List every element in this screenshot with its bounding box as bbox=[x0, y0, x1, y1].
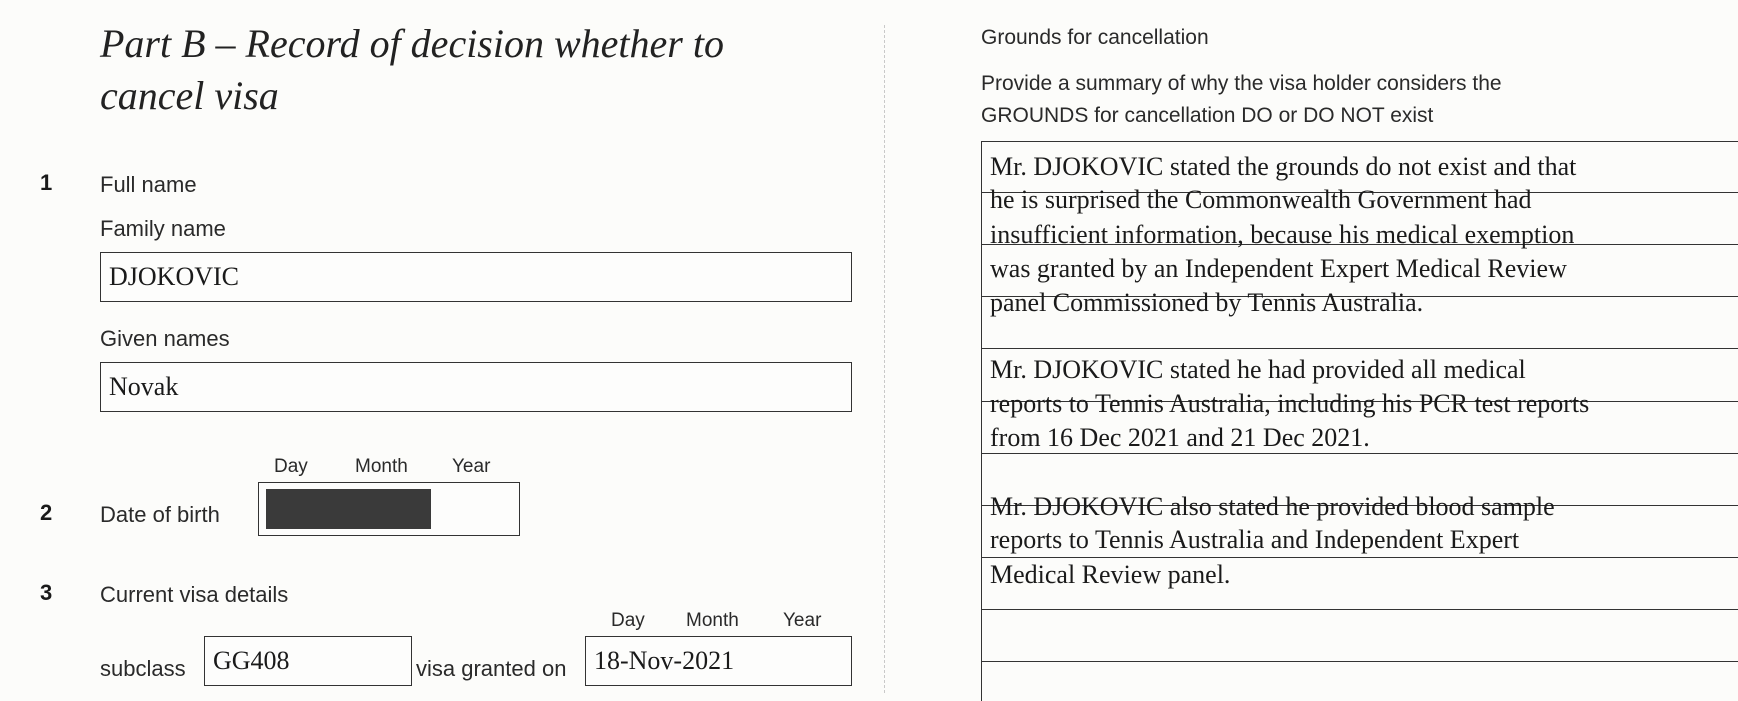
grounds-line: insufficient information, because his medical exemption bbox=[990, 220, 1575, 249]
visa-granted-label: visa granted on bbox=[416, 656, 567, 681]
visa-granted-date-field[interactable]: 18-Nov-2021 bbox=[585, 636, 852, 686]
grounds-instruction-2: GROUNDS for cancellation DO or DO NOT exist bbox=[981, 104, 1434, 127]
subclass-label: subclass bbox=[100, 656, 186, 681]
subclass-field[interactable]: GG408 bbox=[204, 636, 412, 686]
full-name-label: Full name bbox=[100, 172, 197, 197]
dob-year-label: Year bbox=[452, 456, 491, 477]
grounds-line: reports to Tennis Australia and Independent Expert bbox=[990, 525, 1520, 554]
section-number-1: 1 bbox=[40, 170, 53, 195]
grounds-line: reports to Tennis Australia, including his PCR test reports bbox=[990, 389, 1590, 418]
given-names-field[interactable]: Novak bbox=[100, 362, 852, 412]
grant-year-label: Year bbox=[783, 610, 822, 631]
section-number-3: 3 bbox=[40, 580, 53, 605]
grounds-line: Mr. DJOKOVIC stated the grounds do not exist and that bbox=[990, 152, 1577, 181]
rule-line bbox=[981, 348, 1738, 349]
visa-details-label: Current visa details bbox=[100, 582, 289, 607]
date-of-birth-label: Date of birth bbox=[100, 502, 220, 527]
given-names-label: Given names bbox=[100, 326, 230, 351]
grounds-line: Mr. DJOKOVIC also stated he provided blood sample bbox=[990, 492, 1555, 521]
grounds-line: Mr. DJOKOVIC stated he had provided all medical bbox=[990, 355, 1526, 384]
grounds-line: panel Commissioned by Tennis Australia. bbox=[990, 288, 1424, 317]
grounds-instruction-1: Provide a summary of why the visa holder considers the bbox=[981, 72, 1502, 95]
grounds-line: was granted by an Independent Expert Medical Review bbox=[990, 254, 1567, 283]
dob-day-label: Day bbox=[274, 456, 308, 477]
page-title: Part B – Record of decision whether to cancel visa bbox=[100, 21, 724, 118]
column-divider bbox=[884, 25, 885, 693]
family-name-label: Family name bbox=[100, 216, 226, 241]
grant-month-label: Month bbox=[686, 610, 739, 631]
rule-line bbox=[981, 609, 1738, 610]
date-of-birth-field[interactable] bbox=[258, 482, 520, 536]
grounds-line: from 16 Dec 2021 and 21 Dec 2021. bbox=[990, 423, 1370, 452]
section-number-2: 2 bbox=[40, 500, 53, 525]
redaction-block bbox=[266, 489, 431, 529]
family-name-field[interactable]: DJOKOVIC bbox=[100, 252, 852, 302]
grounds-line: Medical Review panel. bbox=[990, 560, 1231, 589]
dob-month-label: Month bbox=[355, 456, 408, 477]
grant-day-label: Day bbox=[611, 610, 645, 631]
rule-line bbox=[981, 661, 1738, 662]
grounds-line: he is surprised the Commonwealth Government had bbox=[990, 185, 1532, 214]
grounds-heading: Grounds for cancellation bbox=[981, 26, 1209, 49]
